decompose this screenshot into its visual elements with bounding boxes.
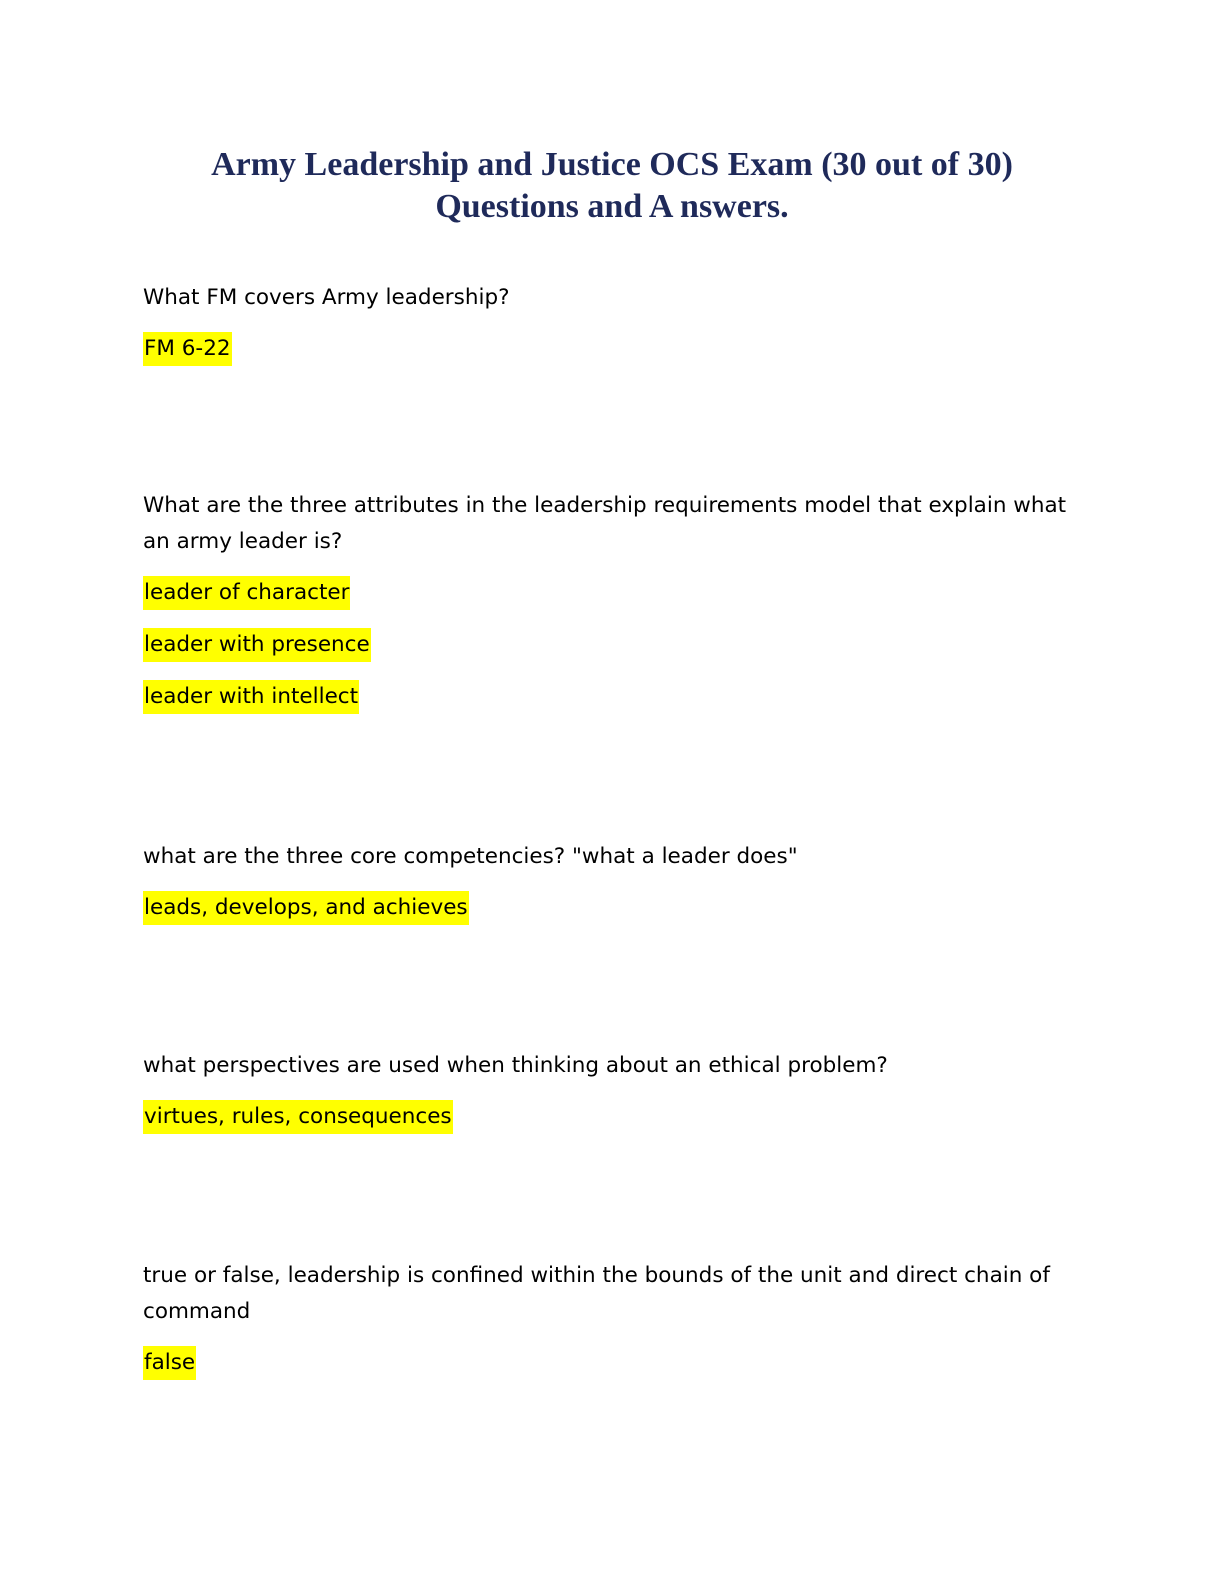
qa-block-2: [143, 488, 1093, 731]
answer-2-2: leader with presence: [143, 628, 371, 662]
question-3: what are the three core competencies? "what a leader does": [143, 844, 798, 869]
answer-1-1: FM 6-22: [143, 332, 232, 366]
answers-4: [143, 1099, 1093, 1151]
title-line-2: Questions and A nswers.: [435, 188, 789, 225]
answers-1: [143, 331, 1093, 383]
qa-block-4: [143, 1048, 1093, 1151]
document-title: [112, 144, 1112, 228]
answers-3: [143, 890, 1093, 942]
title-line-1: Army Leadership and Justice OCS Exam (30 out of 30): [211, 146, 1013, 183]
question-4: what perspectives are used when thinking about an ethical problem?: [143, 1053, 888, 1078]
answers-2: [143, 575, 1093, 731]
answers-5: [143, 1345, 1093, 1397]
question-1: What FM covers Army leadership?: [143, 285, 510, 310]
qa-block-1: [143, 280, 1093, 383]
qa-block-3: [143, 839, 1093, 942]
qa-block-5: [143, 1258, 1093, 1397]
answer-2-1: leader of character: [143, 576, 350, 610]
answer-3-1: leads, develops, and achieves: [143, 891, 469, 925]
question-2: What are the three attributes in the leadership requirements model that explain what an army leader is?: [143, 493, 1067, 554]
question-5: true or false, leadership is confined within the bounds of the unit and direct chain of command: [143, 1263, 1050, 1324]
answer-5-1: false: [143, 1346, 196, 1380]
answer-2-3: leader with intellect: [143, 680, 359, 714]
answer-4-1: virtues, rules, consequences: [143, 1100, 453, 1134]
